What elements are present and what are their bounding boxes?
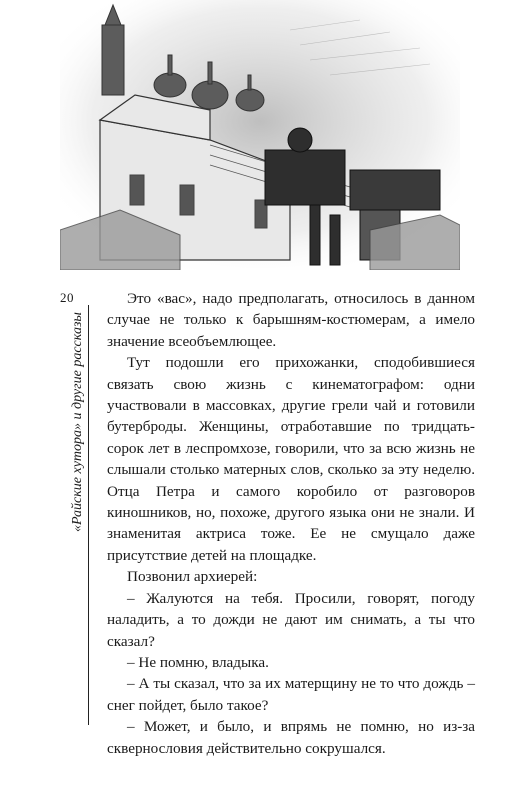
paragraph: – А ты сказал, что за их матерщину не то что дождь – снег пойдет, было такое?: [107, 675, 475, 714]
body-text: [107, 288, 475, 759]
paragraph: – Не помню, владыка.: [127, 653, 269, 671]
paragraph: Позвонил архиерей:: [127, 568, 258, 586]
paragraph: Тут подошли его прихожанки, сподобившиеся связать свою жизнь с кинематографом: одни участвовали в массовках, другие грели чай и готовили бутерброды. Женщины, отработавшие по тридцать-сорок лет в леспромхозе, говорили, что за всю жизнь не слышали столько матерных слов, сколько за эту неделю. Отца Петра и самого коробило от разговоров киношников, но, похоже, другого языка они не знали. И знаменитая актриса тоже. Ее не смущало даже присутствие детей на площадке.: [107, 354, 475, 564]
paragraph: – Жалуются на тебя. Просили, говорят, погоду наладить, а то дожди не дают им снимать, а ты что сказал?: [107, 589, 475, 650]
margin-rule: [88, 305, 89, 725]
running-head: «Райские хутора» и другие рассказы: [70, 312, 85, 532]
paragraph: – Может, и было, и впрямь не помню, но из-за сквернословия действительно сокрушался.: [107, 718, 475, 757]
paragraph: Это «вас», надо предполагать, относилось в данном случае не только к барышням-костюмерам, а имело значение всеобъемлющее.: [107, 290, 475, 350]
page-number: 20: [60, 290, 74, 305]
church-and-cameraman-sketch-icon: [60, 0, 460, 270]
